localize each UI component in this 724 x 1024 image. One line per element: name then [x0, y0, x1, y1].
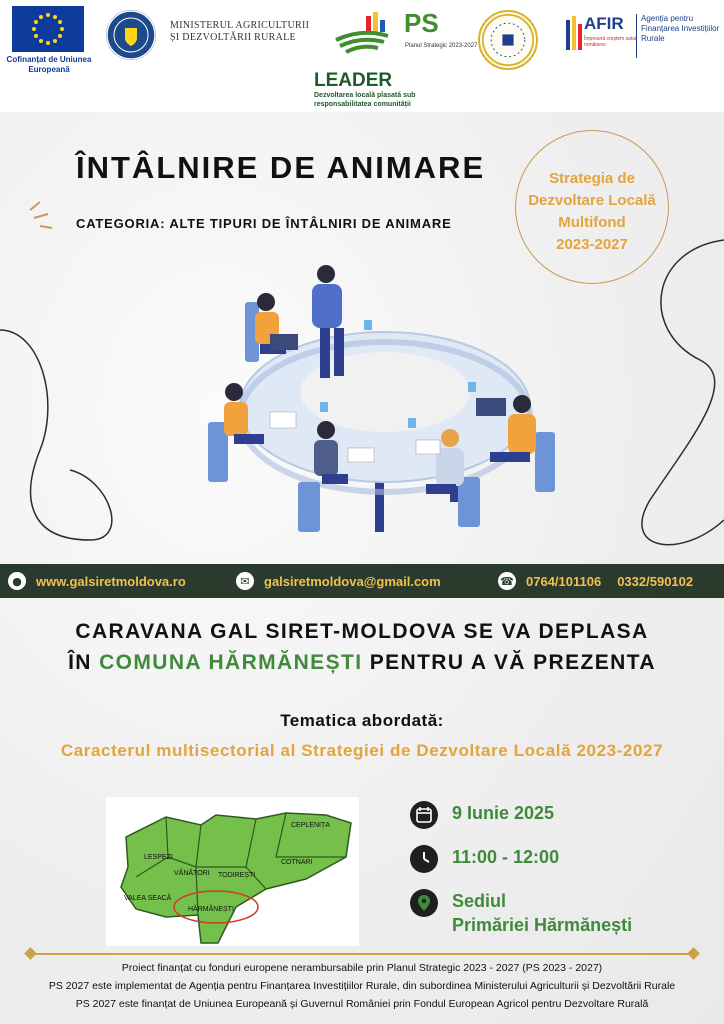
leader-subtitle: Dezvoltarea locală plasată sub responsabilitatea comunității: [314, 92, 416, 108]
afir-title: AFIR: [584, 14, 624, 33]
phone-contact[interactable]: [498, 564, 693, 598]
footer-line-1: Proiect finanțat cu fonduri europene nerambursabile prin Planul Strategic 2023 - 2027 (PS 2023 - 2027): [121, 962, 603, 974]
footer-rule: [30, 953, 694, 955]
phone-number-2[interactable]: 0332/590102: [617, 573, 694, 589]
afir-tagline: Împreună creștem satul românesc: [584, 36, 637, 48]
website-link[interactable]: www.galsiretmoldova.ro: [36, 573, 186, 589]
strategy-badge: [515, 168, 669, 256]
event-location-line-2: Primăriei Hărmănești: [452, 915, 633, 935]
topic-text: Caracterul multisectorial al Strategiei de Dezvoltare Locală 2023-2027: [60, 741, 664, 760]
event-location-row: [410, 889, 632, 937]
event-location: [452, 889, 632, 937]
event-date-row: [410, 801, 554, 829]
region-map-drawing: [106, 797, 359, 946]
map-label-todiresti: TODIREȘTI: [218, 872, 256, 879]
globe-icon: ●: [8, 572, 26, 590]
strategy-line: Dezvoltare Locală: [528, 192, 656, 209]
leader-title: LEADER: [314, 70, 393, 91]
strategy-line: Strategia de: [549, 170, 635, 187]
map-label-vanatori: VÂNĂTORI: [174, 870, 210, 877]
category-label: CATEGORIA: [76, 216, 161, 231]
afir-divider: [636, 14, 637, 58]
afir-name: Agenția pentru Finanțarea Investițiilor Rurale: [641, 14, 720, 43]
footer-line-3: PS 2027 este finanțat de Uniunea Europeană și Guvernul României prin Fondul European Agricol pentru Dezvoltare Rurală: [75, 998, 649, 1010]
email-contact[interactable]: [236, 564, 441, 598]
map-label-lespezi: LESPEZI: [144, 854, 173, 861]
contact-bar: [0, 564, 724, 598]
footer-line-2: PS 2027 este implementat de Agenția pentru Finanțarea Investițiilor Rurale, din subordinea Ministerului Agriculturii și Dezvoltării Rurale: [48, 980, 676, 992]
map-label-cotnari: COTNARI: [281, 859, 313, 866]
calendar-icon: [410, 801, 438, 829]
announcement-line-2: [0, 651, 724, 675]
email-link[interactable]: galsiretmoldova@gmail.com: [264, 573, 441, 589]
eu-caption: Cofinanțat de Uniunea Europeană: [6, 55, 92, 74]
round-seal-logo: [478, 10, 538, 70]
meeting-illustration: [200, 262, 570, 552]
event-time: 11:00 - 12:00: [452, 847, 560, 867]
topic-label: Tematica abordată:: [280, 711, 444, 730]
government-emblem-logo: [106, 10, 156, 60]
ps-logo-subtitle: Planul Strategic 2023-2027: [405, 43, 478, 49]
location-pin-icon: [410, 889, 438, 917]
envelope-icon: ✉: [236, 572, 254, 590]
category-line: [76, 216, 452, 231]
ministry-name: MINISTERUL AGRICULTURII ȘI DEZVOLTĂRII RURALE: [170, 20, 310, 43]
event-time-row: [410, 845, 559, 873]
category-value: ALTE TIPURI DE ÎNTÂLNIRI DE ANIMARE: [165, 216, 452, 231]
announcement-line-2-pre: ÎN: [68, 651, 100, 674]
strategy-line: Multifond: [558, 214, 626, 231]
event-date: 9 Iunie 2025: [452, 803, 555, 823]
ps-logo-mark: [332, 10, 392, 56]
event-location-line-1: Sediul: [452, 891, 507, 911]
phone-icon: ☎: [498, 572, 516, 590]
ps-logo-letters: PS: [404, 8, 439, 38]
eu-flag-logo: [12, 6, 84, 52]
website-contact[interactable]: [8, 564, 186, 598]
map-label-harmanesti: HĂRMĂNEȘTI: [188, 906, 234, 913]
afir-logo-mark: [566, 16, 582, 56]
announcement-line-1: CARAVANA GAL SIRET-MOLDOVA SE VA DEPLASA: [75, 620, 649, 643]
clock-icon: [410, 845, 438, 873]
commune-name: COMUNA HĂRMĂNEȘTI: [99, 651, 363, 674]
map-label-valea-seaca: VALEA SEACĂ: [124, 895, 172, 902]
announcement-line-2-post: PENTRU A VĂ PREZENTA: [362, 651, 656, 674]
strategy-line: 2023-2027: [556, 236, 628, 253]
region-map: [106, 797, 359, 946]
logo-bar: [0, 0, 724, 112]
category-separator: :: [160, 216, 166, 231]
phone-number-1[interactable]: 0764/101106: [526, 573, 602, 589]
page-title: ÎNTÂLNIRE DE ANIMARE: [76, 150, 486, 185]
map-label-ceplenita: CEPLENIȚA: [291, 822, 330, 829]
